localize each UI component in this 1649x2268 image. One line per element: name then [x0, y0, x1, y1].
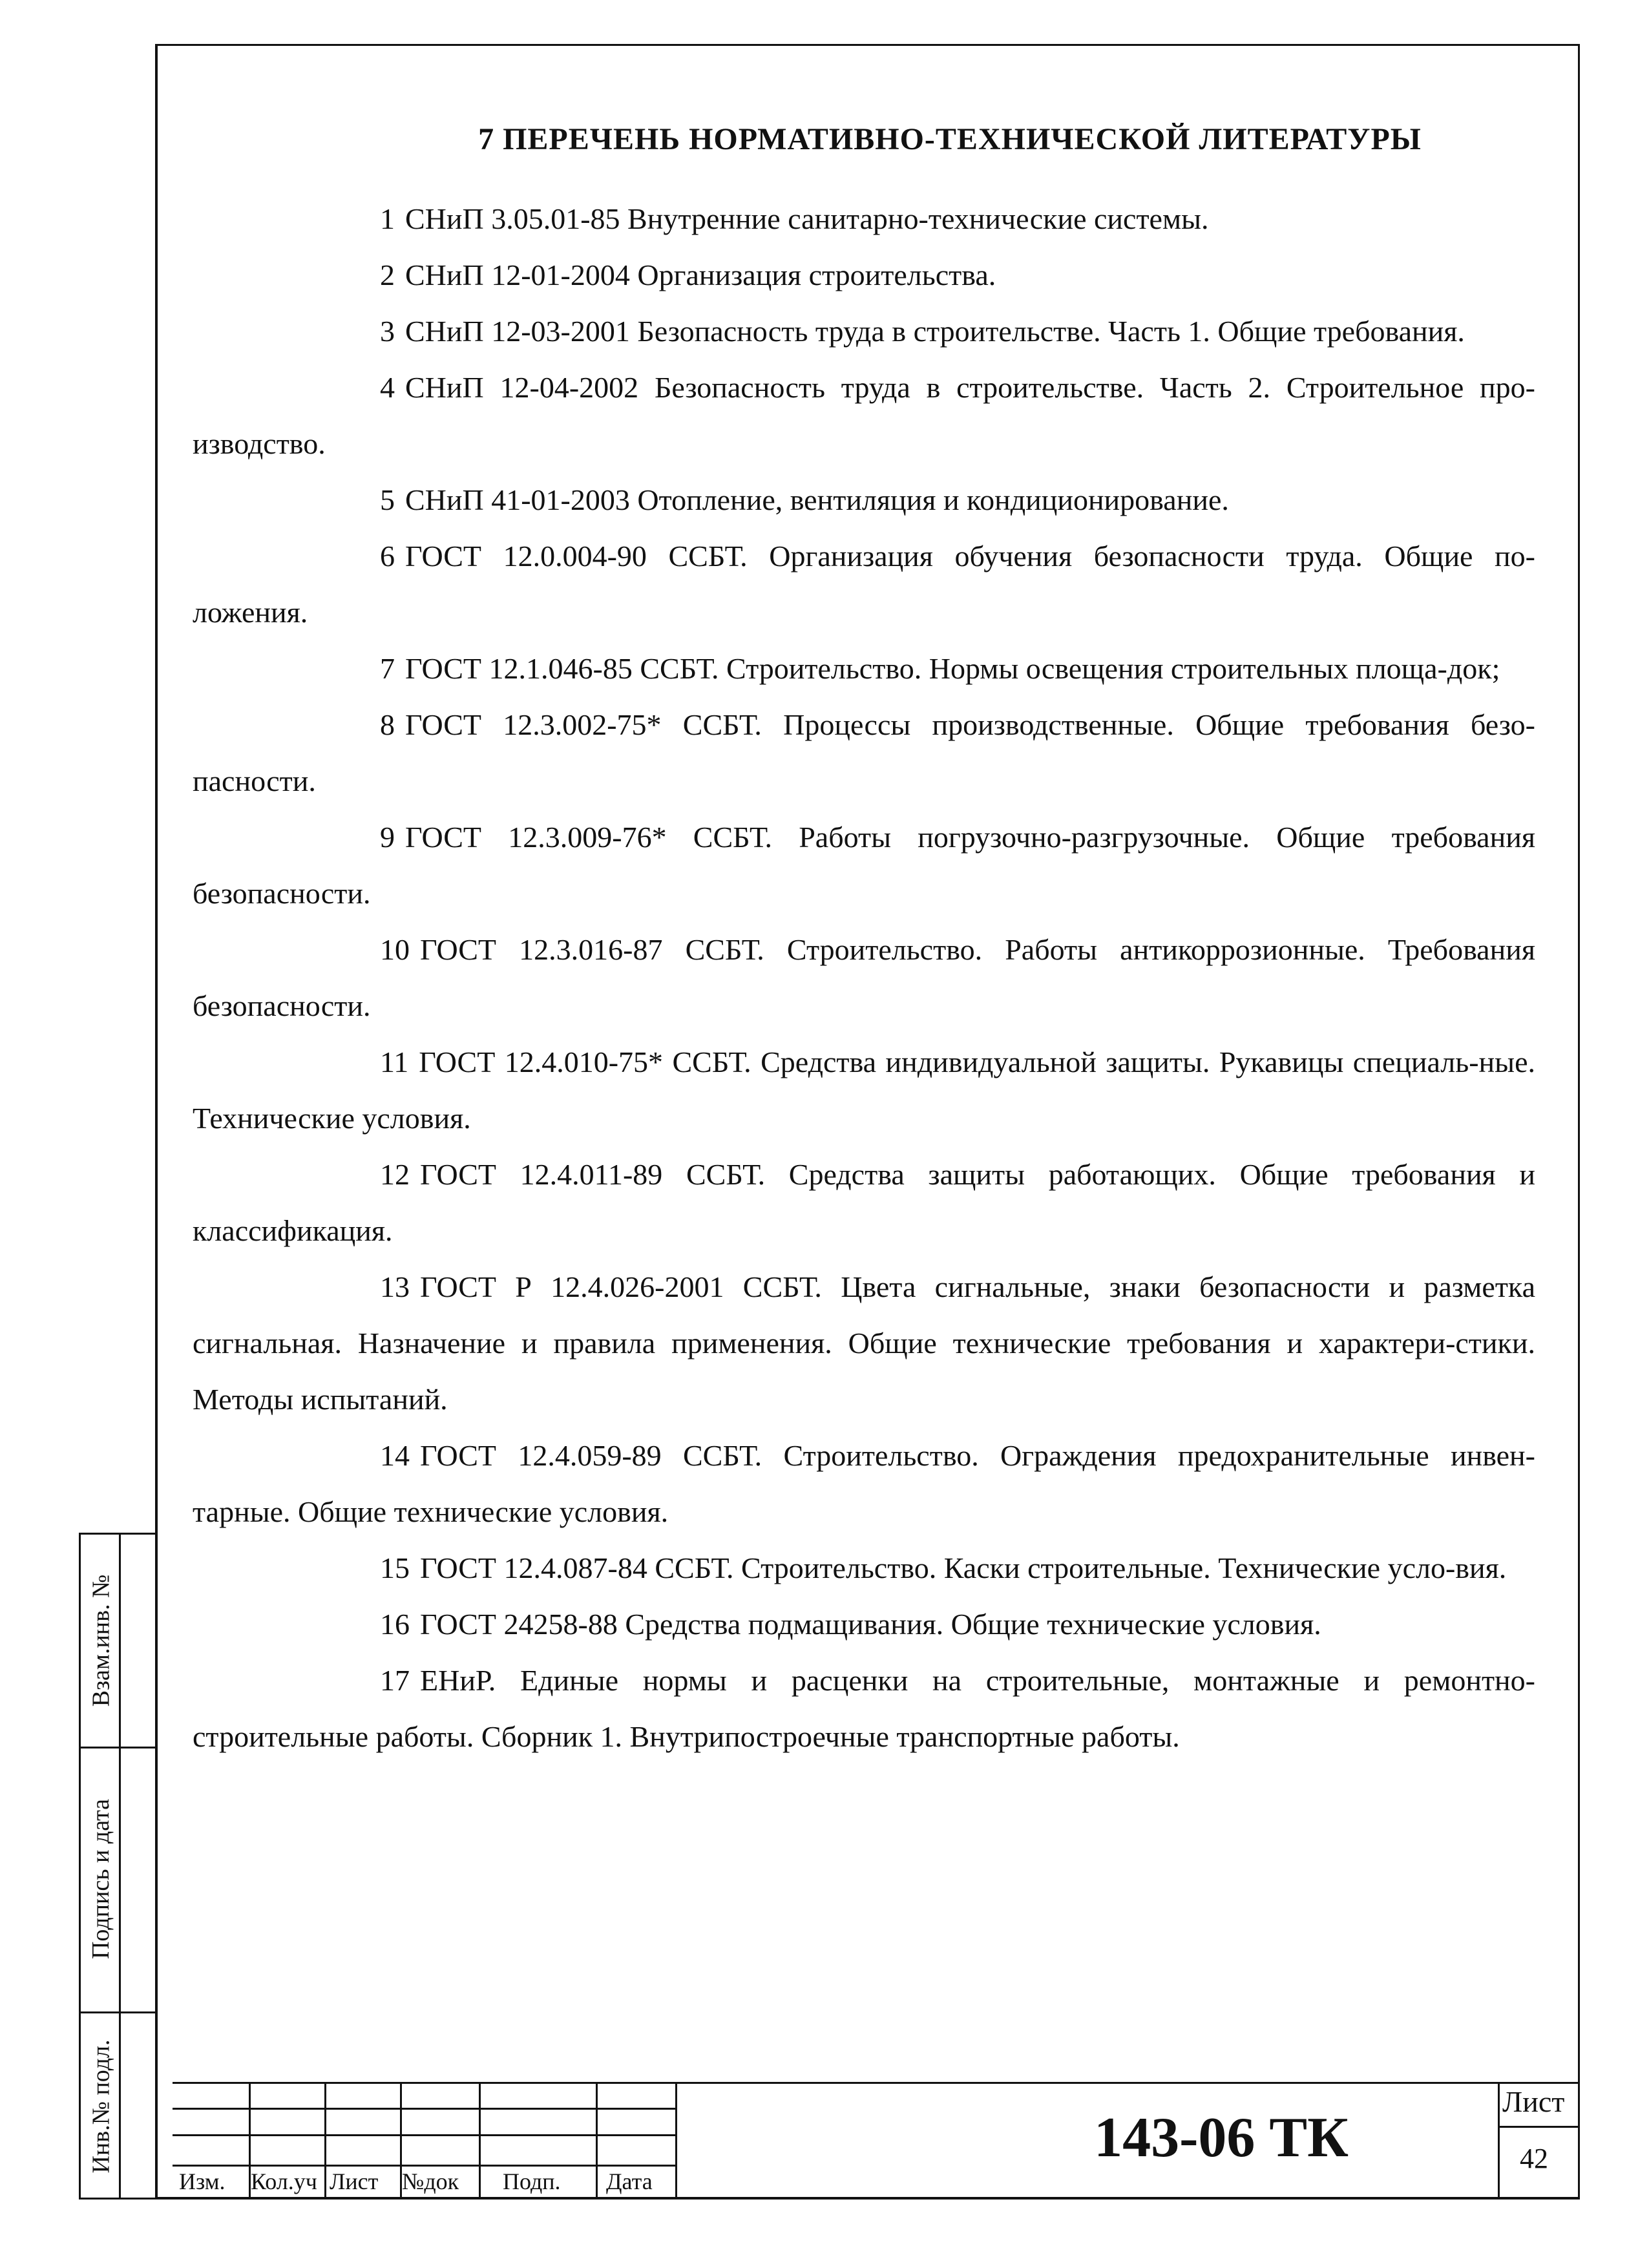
section-title: 7 ПЕРЕЧЕНЬ НОРМАТИВНО-ТЕХНИЧЕСКОЙ ЛИТЕРАТУРЫ: [478, 122, 1422, 156]
column-divider: [324, 2082, 326, 2200]
item-number: 6: [380, 540, 395, 572]
sheet-label: Лист: [1502, 2085, 1565, 2118]
item-text: ГОСТ 24258-88 Средства подмащивания. Общие технические условия.: [420, 1608, 1321, 1641]
revision-row-line: [173, 2108, 675, 2110]
list-item: [193, 1146, 1535, 1259]
item-text: СНиП 3.05.01-85 Внутренние санитарно-технические системы.: [405, 202, 1209, 235]
column-divider: [596, 2082, 598, 2200]
column-divider: [479, 2082, 481, 2200]
col-podp-label: Подп.: [503, 2168, 561, 2194]
page-frame-top: [155, 44, 1580, 46]
item-text: СНиП 12-04-2002 Безопасность труда в строительстве. Часть 2. Строительное про-изводство.: [193, 371, 1535, 460]
item-number: 8: [380, 708, 395, 741]
revision-row-line: [173, 2165, 675, 2167]
item-number: 15: [380, 1551, 410, 1584]
title-block-top-line: [173, 2082, 1580, 2084]
revision-row-line: [173, 2134, 675, 2136]
item-text: ГОСТ 12.4.011-89 ССБТ. Средства защиты работающих. Общие требования и классификация.: [193, 1158, 1535, 1247]
item-number: 1: [380, 202, 395, 235]
item-text: ГОСТ 12.4.010-75* ССБТ. Средства индивидуальной защиты. Рукавицы специаль-ные. Технические условия.: [193, 1045, 1535, 1135]
item-number: 9: [380, 821, 395, 854]
item-text: ГОСТ 12.3.016-87 ССБТ. Строительство. Работы антикоррозионные. Требования безопасности.: [193, 933, 1535, 1022]
item-text: СНиП 12-01-2004 Организация строительства.: [405, 258, 996, 291]
col-data-label: Дата: [606, 2168, 653, 2194]
item-number: 4: [380, 371, 395, 404]
list-item: [193, 247, 1535, 303]
original-inv-label: Инв.№ подл.: [87, 2039, 115, 2174]
list-item: [193, 1652, 1535, 1765]
item-text: СНиП 41-01-2003 Отопление, вентиляция и кондиционирование.: [405, 483, 1229, 516]
item-text: ГОСТ 12.4.059-89 ССБТ. Строительство. Ограждения предохранительные инвен-тарные. Общие технические условия.: [193, 1439, 1535, 1528]
item-number: 12: [380, 1158, 410, 1191]
list-item: [193, 528, 1535, 640]
document-code: 143-06 ТК: [1094, 2106, 1349, 2169]
list-item: [193, 640, 1535, 697]
list-item: [193, 191, 1535, 247]
item-text: ЕНиР. Единые нормы и расценки на строительные, монтажные и ремонтно-строительные работы. Сборник 1. Внутрипостроечные транспортные работы.: [193, 1664, 1535, 1753]
list-item: [193, 697, 1535, 809]
item-number: 3: [380, 315, 395, 348]
sheet-box-line: [1498, 2126, 1580, 2128]
list-item: [193, 1540, 1535, 1596]
item-text: ГОСТ 12.3.009-76* ССБТ. Работы погрузочно-разгрузочные. Общие требования безопасности.: [193, 821, 1535, 910]
item-number: 11: [380, 1045, 409, 1078]
item-text: ГОСТ Р 12.4.026-2001 ССБТ. Цвета сигнальные, знаки безопасности и разметка сигнальная. Назначение и правила применения. Общие технические требования и характери-стики. Методы испытаний.: [193, 1270, 1535, 1416]
list-item: [193, 809, 1535, 921]
sheet-number: 42: [1520, 2143, 1548, 2174]
item-number: 14: [380, 1439, 410, 1472]
item-number: 13: [380, 1270, 410, 1303]
item-text: ГОСТ 12.1.046-85 ССБТ. Строительство. Нормы освещения строительных площа-док;: [405, 652, 1500, 685]
column-divider: [675, 2082, 677, 2200]
list-item: [193, 1034, 1535, 1146]
item-number: 16: [380, 1608, 410, 1641]
item-text: ГОСТ 12.0.004-90 ССБТ. Организация обучения безопасности труда. Общие по-ложения.: [193, 540, 1535, 629]
column-divider: [1498, 2082, 1500, 2200]
margin-stamp: [79, 1533, 155, 2200]
col-ndok-label: №док: [402, 2168, 459, 2194]
list-item: [193, 1596, 1535, 1652]
item-text: СНиП 12-03-2001 Безопасность труда в строительстве. Часть 1. Общие требования.: [405, 315, 1465, 348]
item-number: 7: [380, 652, 395, 685]
signature-date-label: Подпись и дата: [87, 1798, 115, 1960]
replaced-inv-label: Взам.инв. №: [87, 1574, 115, 1707]
col-list-label: Лист: [330, 2168, 379, 2194]
item-text: ГОСТ 12.3.002-75* ССБТ. Процессы производственные. Общие требования безо-пасности.: [193, 708, 1535, 797]
list-item: [193, 1259, 1535, 1427]
list-item: [193, 472, 1535, 528]
item-number: 5: [380, 483, 395, 516]
list-item: [193, 1427, 1535, 1540]
list-item: [193, 303, 1535, 359]
col-kol-uch-label: Кол.уч: [251, 2168, 317, 2194]
col-izm-label: Изм.: [179, 2168, 226, 2194]
list-item: [193, 921, 1535, 1034]
item-number: 10: [380, 933, 410, 966]
item-number: 17: [380, 1664, 410, 1697]
item-number: 2: [380, 258, 395, 291]
item-text: ГОСТ 12.4.087-84 ССБТ. Строительство. Каски строительные. Технические усло-вия.: [420, 1551, 1507, 1584]
reference-list: [193, 191, 1535, 1765]
list-item: [193, 359, 1535, 472]
